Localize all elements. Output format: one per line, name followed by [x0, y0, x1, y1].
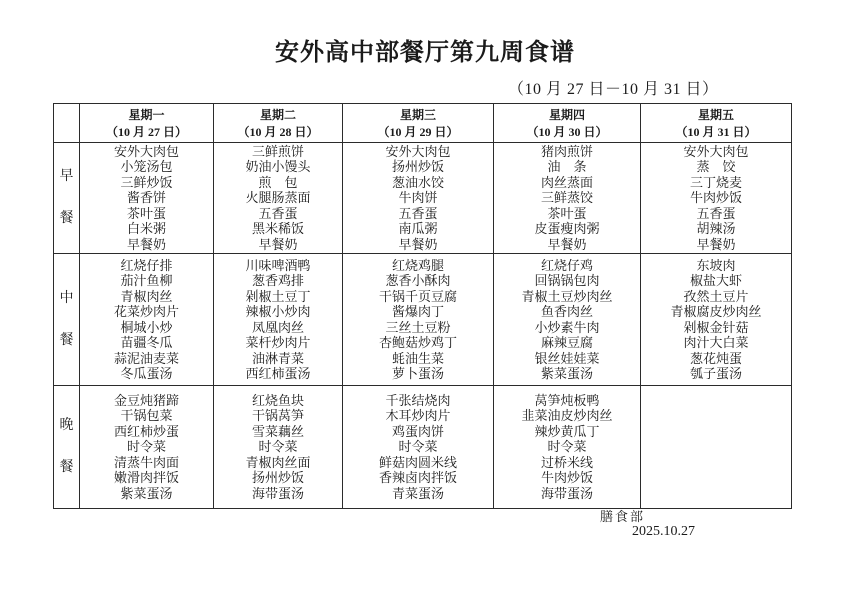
dish-item: 牛肉炒饭 — [540, 470, 593, 486]
day-header-3 — [343, 104, 494, 143]
dish-item: 油 条 — [547, 159, 587, 175]
dish-item: 紫菜蛋汤 — [120, 485, 173, 501]
dish-item: 黑米稀饭 — [251, 221, 304, 237]
dish-item: 剁椒金针菇 — [683, 319, 749, 335]
dish-item: 小炒素牛肉 — [534, 319, 600, 335]
dish-item: 西红柿炒蛋 — [113, 423, 179, 439]
dish-item: 蒜泥油麦菜 — [113, 350, 179, 366]
dish-item: 鲜菇肉圆米线 — [378, 454, 457, 470]
dish-item: 蒸 饺 — [696, 159, 736, 175]
dish-item: 过桥米线 — [540, 454, 593, 470]
dish-item: 安外大肉包 — [385, 143, 451, 159]
dish-item: 早餐奶 — [258, 236, 298, 252]
dish-item: 时令菜 — [398, 439, 438, 455]
dish-item: 五香蛋 — [398, 205, 438, 221]
dish-item: 雪菜藕丝 — [251, 423, 304, 439]
dish-item: 扬州炒饭 — [251, 470, 304, 486]
dish-item: 肉汁大白菜 — [683, 335, 749, 350]
dish-item: 瓠子蛋汤 — [689, 366, 742, 381]
menu-cell — [80, 386, 214, 509]
dish-item: 麻辣豆腐 — [540, 335, 593, 350]
dish-item: 奶油小馒头 — [245, 159, 311, 175]
dish-item: 海带蛋汤 — [251, 485, 304, 501]
meal-row-3 — [54, 386, 792, 509]
dish-item: 酱爆肉丁 — [391, 304, 444, 319]
dish-item: 香辣卤肉拌饭 — [378, 470, 457, 486]
dish-item: 红烧鱼块 — [251, 392, 304, 408]
dish-item: 油淋青菜 — [251, 350, 304, 366]
dish-item: 早餐奶 — [547, 236, 587, 252]
dish-item: 桐城小炒 — [120, 319, 173, 335]
day-header-2 — [214, 104, 343, 143]
dish-item: 葱香小酥肉 — [385, 273, 451, 288]
day-date: （10 月 29 日） — [377, 125, 459, 139]
dish-item: 安外大肉包 — [683, 143, 749, 159]
dish-item: 茶叶蛋 — [126, 205, 166, 221]
dish-item: 红烧仔排 — [120, 257, 173, 273]
dish-item: 火腿肠蒸面 — [245, 190, 311, 206]
dish-item: 韭菜油皮炒肉丝 — [521, 408, 613, 424]
dish-item: 茶叶蛋 — [547, 205, 587, 221]
dish-item: 海带蛋汤 — [540, 485, 593, 501]
day-date: （10 月 27 日） — [105, 125, 187, 139]
dish-item: 葱油水饺 — [391, 174, 444, 190]
dish-item: 干锅包菜 — [120, 408, 173, 424]
meal-label: 早 餐 — [54, 143, 80, 254]
dish-item: 干锅莴笋 — [251, 408, 304, 424]
dish-item: 红烧仔鸡 — [540, 257, 593, 273]
dish-item: 东坡肉 — [696, 257, 736, 273]
menu-cell — [343, 254, 494, 386]
corner-cell — [54, 104, 80, 143]
meal-label: 晚 餐 — [54, 386, 80, 509]
dish-item: 青椒肉丝 — [120, 288, 173, 304]
menu-cell — [214, 254, 343, 386]
dish-item: 牛肉饼 — [398, 190, 438, 206]
dish-item: 安外大肉包 — [113, 143, 179, 159]
day-name: 星期二 — [259, 108, 296, 122]
day-date: （10 月 30 日） — [526, 125, 608, 139]
menu-cell — [494, 143, 641, 254]
dish-item: 苗疆冬瓜 — [120, 335, 173, 350]
dish-item: 椒盐大虾 — [689, 273, 742, 288]
dish-item: 剁椒土豆丁 — [245, 288, 311, 304]
meal-row-1 — [54, 143, 792, 254]
dish-item: 南瓜粥 — [398, 221, 438, 237]
day-header-5 — [641, 104, 792, 143]
dish-item: 嫩滑肉拌饭 — [113, 470, 179, 486]
dish-item: 花菜炒肉片 — [113, 304, 179, 319]
dish-item: 莴笋炖板鸭 — [534, 392, 600, 408]
dish-item: 鱼香肉丝 — [540, 304, 593, 319]
day-header-4 — [494, 104, 641, 143]
meal-label: 中 餐 — [54, 254, 80, 386]
day-header-1 — [80, 104, 214, 143]
dish-item: 茄汁鱼柳 — [120, 273, 173, 288]
page-title: 安外高中部餐厅第九周食谱 — [275, 40, 575, 66]
menu-cell — [80, 254, 214, 386]
dish-item: 时令菜 — [258, 439, 298, 455]
day-name: 星期五 — [697, 108, 734, 122]
day-name: 星期四 — [548, 108, 585, 122]
menu-table — [53, 103, 792, 509]
menu-cell — [641, 386, 792, 509]
dish-item: 青椒肉丝面 — [245, 454, 311, 470]
dish-item: 萝卜蛋汤 — [391, 366, 444, 381]
dish-item: 小笼汤包 — [120, 159, 173, 175]
dish-item: 时令菜 — [547, 439, 587, 455]
menu-cell — [641, 143, 792, 254]
dish-item: 白米粥 — [126, 221, 166, 237]
dish-item: 三鲜炒饭 — [120, 174, 173, 190]
dish-item: 猪肉煎饼 — [540, 143, 593, 159]
dish-item: 冬瓜蛋汤 — [120, 366, 173, 381]
dish-item: 干锅千页豆腐 — [378, 288, 457, 304]
dish-item: 银丝娃娃菜 — [534, 350, 600, 366]
dish-item: 千张结烧肉 — [385, 392, 451, 408]
dish-item: 青椒腐皮炒肉丝 — [670, 304, 762, 319]
dish-item: 早餐奶 — [398, 236, 438, 252]
dish-item: 葱香鸡排 — [251, 273, 304, 288]
menu-cell — [214, 143, 343, 254]
day-name: 星期三 — [399, 108, 436, 122]
menu-cell — [214, 386, 343, 509]
dish-item: 三鲜蒸饺 — [540, 190, 593, 206]
dish-item: 早餐奶 — [696, 236, 736, 252]
dish-item: 蚝油生菜 — [391, 350, 444, 366]
issue-date: 2025.10.27 — [632, 524, 695, 539]
dish-item: 五香蛋 — [258, 205, 298, 221]
dish-item: 紫菜蛋汤 — [540, 366, 593, 381]
menu-cell — [343, 143, 494, 254]
dish-item: 红烧鸡腿 — [391, 257, 444, 273]
menu-cell — [343, 386, 494, 509]
dish-item: 辣炒黄瓜丁 — [534, 423, 600, 439]
day-date: （10 月 28 日） — [237, 125, 319, 139]
dish-item: 牛肉炒饭 — [689, 190, 742, 206]
dish-item: 五香蛋 — [696, 205, 736, 221]
menu-cell — [494, 254, 641, 386]
dish-item: 早餐奶 — [126, 236, 166, 252]
dish-item: 菜杆炒肉片 — [245, 335, 311, 350]
dish-item: 酱香饼 — [126, 190, 166, 206]
dish-item: 孜然土豆片 — [683, 288, 749, 304]
department-signature: 膳食部 — [600, 509, 646, 524]
menu-cell — [494, 386, 641, 509]
dish-item: 回锅锅包肉 — [534, 273, 600, 288]
dish-item: 木耳炒肉片 — [385, 408, 451, 424]
dish-item: 扬州炒饭 — [391, 159, 444, 175]
day-name: 星期一 — [128, 108, 165, 122]
dish-item: 三丁烧麦 — [689, 174, 742, 190]
dish-item: 葱花炖蛋 — [689, 350, 742, 366]
dish-item: 辣椒小炒肉 — [245, 304, 311, 319]
dish-item: 清蒸牛肉面 — [113, 454, 179, 470]
dish-item: 青菜蛋汤 — [391, 485, 444, 501]
menu-cell — [641, 254, 792, 386]
dish-item: 三丝土豆粉 — [385, 319, 451, 335]
dish-item: 青椒土豆炒肉丝 — [521, 288, 613, 304]
meal-row-2 — [54, 254, 792, 386]
dish-item: 煎 包 — [258, 174, 298, 190]
dish-item: 皮蛋瘦肉粥 — [534, 221, 600, 237]
menu-cell — [80, 143, 214, 254]
dish-item: 三鲜煎饼 — [251, 143, 304, 159]
date-range: （10 月 27 日－10 月 31 日） — [508, 81, 719, 98]
day-date: （10 月 31 日） — [675, 125, 757, 139]
dish-item: 金豆炖猪蹄 — [113, 392, 179, 408]
dish-item: 川味啤酒鸭 — [245, 257, 311, 273]
dish-item: 鸡蛋肉饼 — [391, 423, 444, 439]
dish-item: 凤凰肉丝 — [251, 319, 304, 335]
header-row — [54, 104, 792, 143]
dish-item: 时令菜 — [126, 439, 166, 455]
dish-item: 胡辣汤 — [696, 221, 736, 237]
dish-item: 杏鲍菇炒鸡丁 — [378, 335, 457, 350]
dish-item: 西红柿蛋汤 — [245, 366, 311, 381]
dish-item: 肉丝蒸面 — [540, 174, 593, 190]
